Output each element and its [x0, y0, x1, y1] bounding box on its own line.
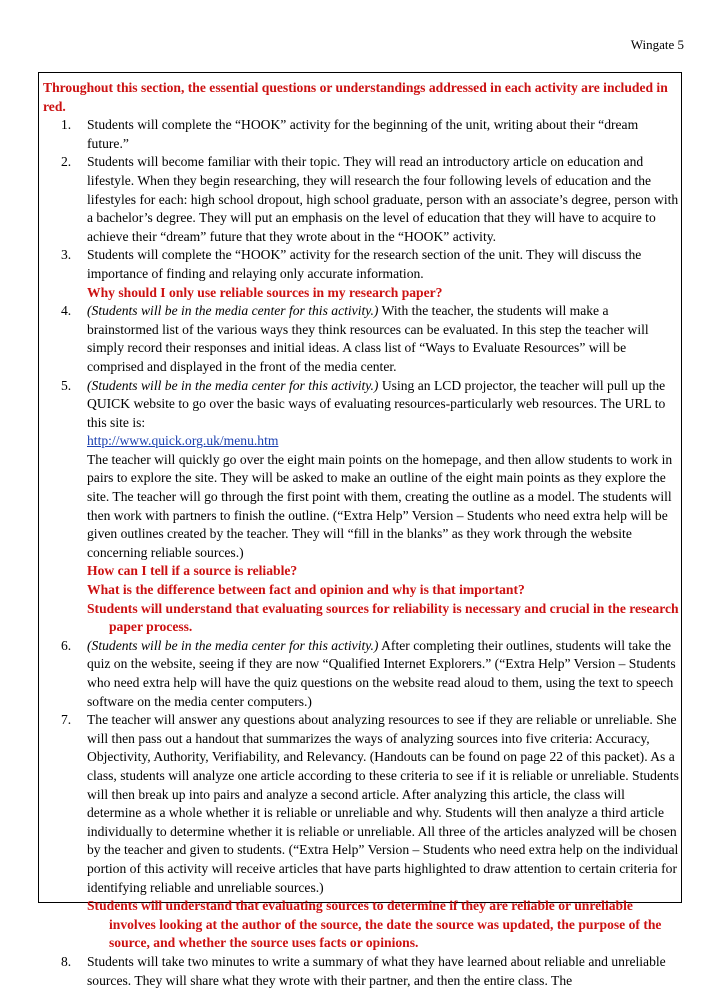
item-text: Students will take two minutes to write a summary of what they have learned about reliable and unreliable sources. They will share what they wrote with their partner, and then the entire class. The [87, 953, 666, 988]
item-text-continued: The teacher will quickly go over the eight main points on the homepage, and then allow students to work in pairs to explore the site. They will be asked to make an outline of the eight main points as they explore the site. The teacher will go through the first point with them, creating the outline as a model. The students will then work with partners to finish the outline. (“Extra Help” Version – Students who need extra help will be given outlines created by the teacher. They will “fill in the blanks” as they work through the website concerning reliable sources.) [87, 451, 673, 560]
item-number: 3. [61, 247, 72, 263]
item-number: 5. [61, 377, 72, 393]
list-item [43, 711, 679, 953]
item-text: Students will become familiar with their topic. They will read an introductory article on education and lifestyle. When they begin researching, they will research the four following levels of education and the lifestyles for each: high school dropout, high school graduate, person with an associate’s degree, person with a bachelor’s degree. They will put an emphasis on the level of education that they will have to acquire to achieve their “dream” future that they wrote about in the “HOOK” activity. [87, 154, 679, 244]
item-number: 4. [61, 303, 72, 319]
list-item [43, 246, 679, 302]
page-header: Wingate 5 [630, 37, 684, 52]
content-box [38, 72, 682, 988]
essential-question: Why should I only use reliable sources in my research paper? [87, 284, 443, 300]
item-text: With the teacher, the students will make a brainstormed list of the various ways they think resources can be evaluated. In this step the teacher will simply record their responses and initial ideas. A class list of “Ways to Evaluate Resources” will be comprised and displayed in the front of the media center. [87, 303, 649, 374]
intro-text: Throughout this section, the essential questions or understandings addressed in each activity are included in red. [43, 80, 668, 114]
item-text: Using an LCD projector, the teacher will pull up the QUICK website to go over the basic ways of evaluating resources-particularly web resources. The URL to this site is: [87, 377, 666, 430]
item-text: Students will complete the “HOOK” activity for the research section of the unit. They will discuss the importance of finding and relaying only accurate information. [87, 247, 642, 281]
list-item [43, 953, 679, 990]
item-number: 8. [61, 953, 72, 969]
activity-list [43, 116, 679, 990]
item-number: 1. [61, 117, 72, 133]
essential-understanding: Students will understand that evaluating sources for reliability is necessary and crucial in the research paper process. [87, 600, 679, 635]
essential-question: How can I tell if a source is reliable? [87, 563, 298, 579]
list-item [43, 153, 679, 246]
item-text: The teacher will answer any questions about analyzing resources to see if they are reliable or unreliable. She will then pass out a handout that summarizes the ways of analyzing sources into five criteria: Accuracy, Objectivity, Authority, Verifiability, and Relevancy. (Handouts can be found on page 22 of this packet). As a class, students will analyze one article according to these criteria to see if it is reliable or unreliable. Students will then break up into pairs and analyze a second article. After analyzing this article, the class will determine as a whole whether it is reliable or unreliable and why. Students will then analyze a third article individually to determine whether it is reliable or unreliable. All three of the articles analyzed will be chosen by the teacher and given to students. (“Extra Help” Version – Students who need extra help on the individual portion of this activity will receive articles that have parts highlighted to draw attention to certain criteria for identifying reliable and unreliable sources.) [87, 712, 679, 895]
item-note: (Students will be in the media center for this activity.) [87, 637, 379, 653]
list-item [43, 116, 679, 153]
essential-understanding: Students will understand that evaluating sources to determine if they are reliable or unreliable involves looking at the author of the source, the date the source was updated, the purpose of the source, and whether the source uses facts or opinions. [87, 898, 662, 951]
item-text: Students will complete the “HOOK” activity for the beginning of the unit, writing about their “dream future.” [87, 117, 639, 151]
item-number: 7. [61, 712, 72, 728]
item-note: (Students will be in the media center for this activity.) [87, 377, 379, 393]
essential-question: What is the difference between fact and opinion and why is that important? [87, 582, 525, 598]
item-note: (Students will be in the media center for this activity.) [87, 303, 379, 319]
item-number: 6. [61, 637, 72, 653]
quick-website-link[interactable]: http://www.quick.org.uk/menu.htm [87, 433, 279, 449]
list-item [43, 637, 679, 711]
list-item [43, 377, 679, 637]
item-text: After completing their outlines, students will take the quiz on the website, seeing if they are now “Qualified Internet Explorers.” (“Extra Help” Version – Students who need extra help will have the quiz questions on the website read aloud to them, using the text to speech software on the media center computers.) [87, 637, 676, 709]
list-item [43, 302, 679, 376]
item-number: 2. [61, 154, 72, 170]
